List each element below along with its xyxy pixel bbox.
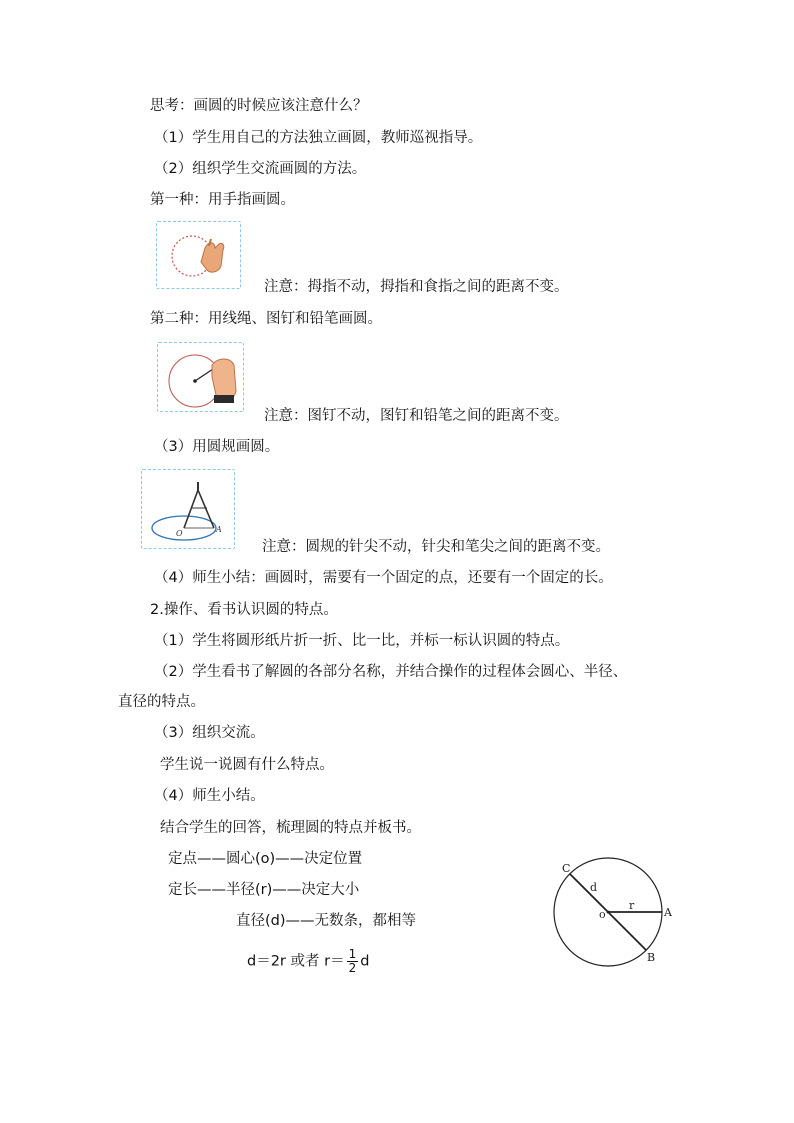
fraction-denominator: 2 [348, 961, 357, 975]
section-operate: 2.操作、看书认识圆的特点。 [150, 602, 338, 618]
label-o: o [599, 908, 606, 921]
board-fixed-length: 定长——半径(r)——决定大小 [168, 882, 360, 898]
op-step-4-detail: 结合学生的回答，梳理圆的特点并板书。 [160, 820, 421, 836]
board-formula [247, 948, 369, 975]
board-diameter: 直径(d)——无数条，都相等 [236, 913, 417, 929]
step-4: （4）师生小结：画圆时，需要有一个固定的点，还要有一个固定的长。 [154, 570, 613, 586]
hand-icon [201, 243, 224, 272]
step-3: （3）用圆规画圆。 [154, 439, 280, 455]
op-step-2: （2）学生看书了解圆的各部分名称，并结合操作的过程体会圆心、半径、 [154, 664, 628, 680]
op-step-3-detail: 学生说一说圆有什么特点。 [160, 757, 334, 773]
label-d: d [590, 881, 598, 894]
op-step-4: （4）师生小结。 [154, 788, 265, 804]
op-step-3: （3）组织交流。 [154, 725, 265, 741]
note-2: 注意：图钉不动，图钉和铅笔之间的距离不变。 [264, 408, 569, 424]
label-c: C [562, 862, 571, 875]
hand-icon [212, 359, 236, 400]
formula-left: d＝2r 或者 r＝ [247, 953, 345, 970]
label-a: A [664, 906, 672, 919]
note-3: 注意：圆规的针尖不动，针尖和笔尖之间的距离不变。 [262, 539, 610, 555]
compass-illustration [141, 469, 235, 549]
compass-label-a: A [216, 525, 222, 534]
label-b: B [647, 951, 656, 964]
compass-pencil-leg [198, 490, 214, 528]
note-1: 注意：拇指不动，拇指和食指之间的距离不变。 [264, 279, 569, 295]
step-1: （1）学生用自己的方法独立画圆，教师巡视指导。 [154, 130, 483, 146]
compass-needle-leg [184, 490, 198, 528]
pin-pencil-illustration [157, 342, 244, 412]
label-r: r [629, 899, 635, 912]
step-2: （2）组织学生交流画圆的方法。 [154, 161, 367, 177]
think-question: 思考：画圆的时候应该注意什么？ [150, 98, 368, 114]
fraction-numerator: 1 [348, 947, 357, 961]
circle-parts-diagram [548, 854, 678, 974]
finger-circle-illustration [156, 221, 241, 289]
board-fixed-point: 定点——圆心(o)——决定位置 [168, 851, 363, 867]
method-1-title: 第一种：用手指画圆。 [150, 192, 295, 208]
op-step-1: （1）学生将圆形纸片折一折、比一比，并标一标认识圆的特点。 [154, 633, 570, 649]
formula-fraction [347, 948, 359, 975]
op-step-2-cont: 直径的特点。 [118, 694, 205, 710]
formula-right: d [360, 953, 370, 970]
method-2-title: 第二种：用线绳、图钉和铅笔画圆。 [150, 311, 382, 327]
center-point [607, 911, 610, 914]
compass-label-o: O [176, 529, 183, 538]
